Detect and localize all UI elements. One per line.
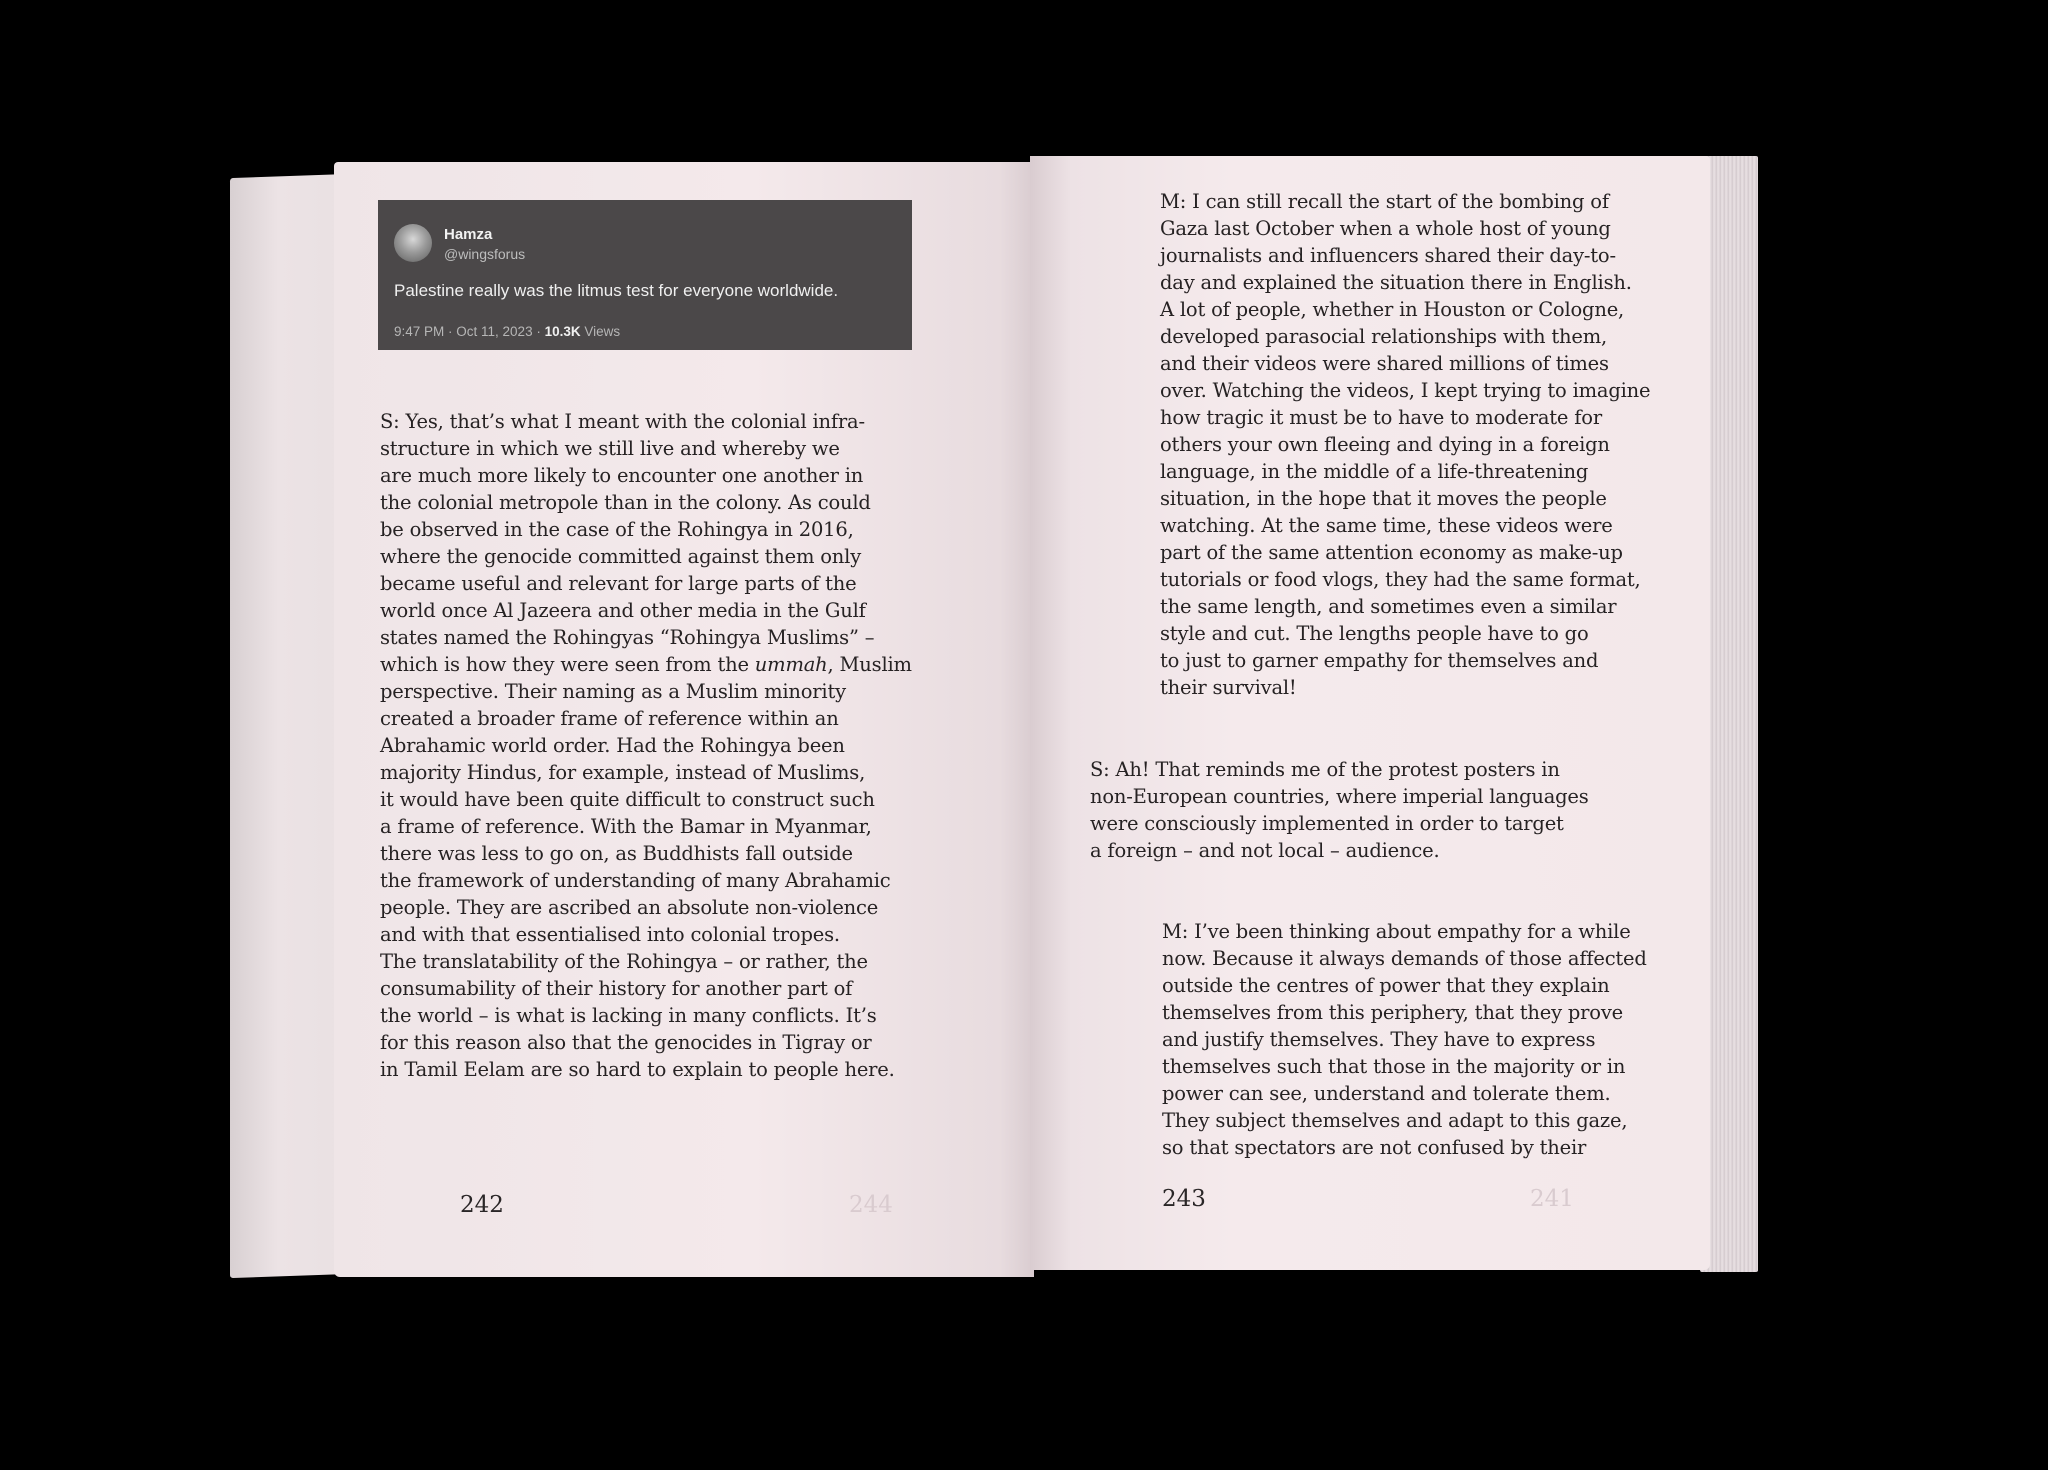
text-line: S: Ah! That reminds me of the protest posters in xyxy=(1090,758,1560,781)
text-line: which is how they were seen from the ummah, Muslim xyxy=(380,653,912,676)
text-line: themselves such that those in the majority or in xyxy=(1162,1055,1626,1078)
right-page-paragraph-3 xyxy=(1162,918,1647,1161)
text-line: are much more likely to encounter one another in xyxy=(380,464,864,487)
text-line: and with that essentialised into colonial tropes. xyxy=(380,923,840,946)
text-line: states named the Rohingyas “Rohingya Muslims” – xyxy=(380,626,875,649)
tweet-views-label: Views xyxy=(584,324,621,339)
text-line: over. Watching the videos, I kept trying to imagine xyxy=(1160,379,1651,402)
text-line: consumability of their history for another part of xyxy=(380,977,853,1000)
tweet-author-handle: @wingsforus xyxy=(444,246,526,262)
text-line: M: I can still recall the start of the bombing of xyxy=(1160,190,1609,213)
text-line: others your own fleeing and dying in a foreign xyxy=(1160,433,1610,456)
left-page-text xyxy=(380,408,912,1083)
text-line: Gaza last October when a whole host of young xyxy=(1160,217,1611,240)
tweet-timestamp: 9:47 PM · Oct 11, 2023 · xyxy=(394,324,541,339)
right-page xyxy=(1030,156,1710,1270)
page-number: 243 xyxy=(1162,1186,1206,1212)
left-page-stack-edge xyxy=(230,174,350,1278)
text-line: created a broader frame of reference within an xyxy=(380,707,839,730)
text-line: They subject themselves and adapt to this gaze, xyxy=(1162,1109,1628,1132)
text-line: were consciously implemented in order to target xyxy=(1090,812,1564,835)
left-page xyxy=(334,162,1034,1277)
tweet-views-count: 10.3K xyxy=(544,324,581,339)
text-line: now. Because it always demands of those affected xyxy=(1162,947,1647,970)
text-line: a frame of reference. With the Bamar in Myanmar, xyxy=(380,815,872,838)
text-line: The translatability of the Rohingya – or rather, the xyxy=(380,950,868,973)
text-line: developed parasocial relationships with them, xyxy=(1160,325,1608,348)
text-line: be observed in the case of the Rohingya in 2016, xyxy=(380,518,854,541)
text-line: and their videos were shared millions of times xyxy=(1160,352,1609,375)
text-line: the colonial metropole than in the colony. As could xyxy=(380,491,871,514)
text-line: journalists and influencers shared their day-to- xyxy=(1160,244,1616,267)
text-line: power can see, understand and tolerate them. xyxy=(1162,1082,1611,1105)
text-line: world once Al Jazeera and other media in the Gulf xyxy=(380,599,866,622)
text-line: became useful and relevant for large parts of the xyxy=(380,572,857,595)
text-line: situation, in the hope that it moves the people xyxy=(1160,487,1607,510)
text-line: so that spectators are not confused by their xyxy=(1162,1136,1587,1159)
embedded-tweet xyxy=(378,200,912,350)
text-line: how tragic it must be to have to moderate for xyxy=(1160,406,1602,429)
right-page-paragraph-1 xyxy=(1160,188,1650,701)
text-line: watching. At the same time, these videos were xyxy=(1160,514,1613,537)
text-line: S: Yes, that’s what I meant with the colonial infra- xyxy=(380,410,865,433)
text-line: in Tamil Eelam are so hard to explain to people here. xyxy=(380,1058,895,1081)
text-line: people. They are ascribed an absolute non-violence xyxy=(380,896,879,919)
avatar xyxy=(394,224,432,262)
text-line: style and cut. The lengths people have to go xyxy=(1160,622,1589,645)
text-line: perspective. Their naming as a Muslim minority xyxy=(380,680,846,703)
show-through-page-number: 244 xyxy=(849,1192,893,1218)
text-line: themselves from this periphery, that they prove xyxy=(1162,1001,1623,1024)
text-line: outside the centres of power that they explain xyxy=(1162,974,1610,997)
text-line: the world – is what is lacking in many conflicts. It’s xyxy=(380,1004,877,1027)
text-line: the same length, and sometimes even a similar xyxy=(1160,595,1617,618)
text-line: A lot of people, whether in Houston or Cologne, xyxy=(1160,298,1625,321)
text-line: to just to garner empathy for themselves and xyxy=(1160,649,1599,672)
page-number: 242 xyxy=(460,1192,504,1218)
text-line: their survival! xyxy=(1160,676,1297,699)
text-line: and justify themselves. They have to express xyxy=(1162,1028,1596,1051)
text-line: day and explained the situation there in English. xyxy=(1160,271,1632,294)
text-line: a foreign – and not local – audience. xyxy=(1090,839,1440,862)
text-line: part of the same attention economy as make-up xyxy=(1160,541,1623,564)
text-line: for this reason also that the genocides in Tigray or xyxy=(380,1031,872,1054)
text-line: language, in the middle of a life-threatening xyxy=(1160,460,1589,483)
text-line: the framework of understanding of many Abrahamic xyxy=(380,869,891,892)
tweet-author-name: Hamza xyxy=(444,226,493,243)
italic-term: ummah xyxy=(754,653,828,676)
text-line: M: I’ve been thinking about empathy for a while xyxy=(1162,920,1631,943)
text-line: it would have been quite difficult to construct such xyxy=(380,788,875,811)
right-page-paragraph-2 xyxy=(1090,756,1589,864)
tweet-text: Palestine really was the litmus test for everyone worldwide. xyxy=(394,281,839,300)
text-line: tutorials or food vlogs, they had the same format, xyxy=(1160,568,1641,591)
text-line: non-European countries, where imperial languages xyxy=(1090,785,1589,808)
text-line: majority Hindus, for example, instead of Muslims, xyxy=(380,761,866,784)
tweet-meta xyxy=(394,324,620,339)
text-line: Abrahamic world order. Had the Rohingya been xyxy=(380,734,845,757)
text-line: where the genocide committed against them only xyxy=(380,545,862,568)
show-through-page-number: 241 xyxy=(1530,1186,1574,1212)
text-line: there was less to go on, as Buddhists fall outside xyxy=(380,842,853,865)
text-line: structure in which we still live and whereby we xyxy=(380,437,840,460)
